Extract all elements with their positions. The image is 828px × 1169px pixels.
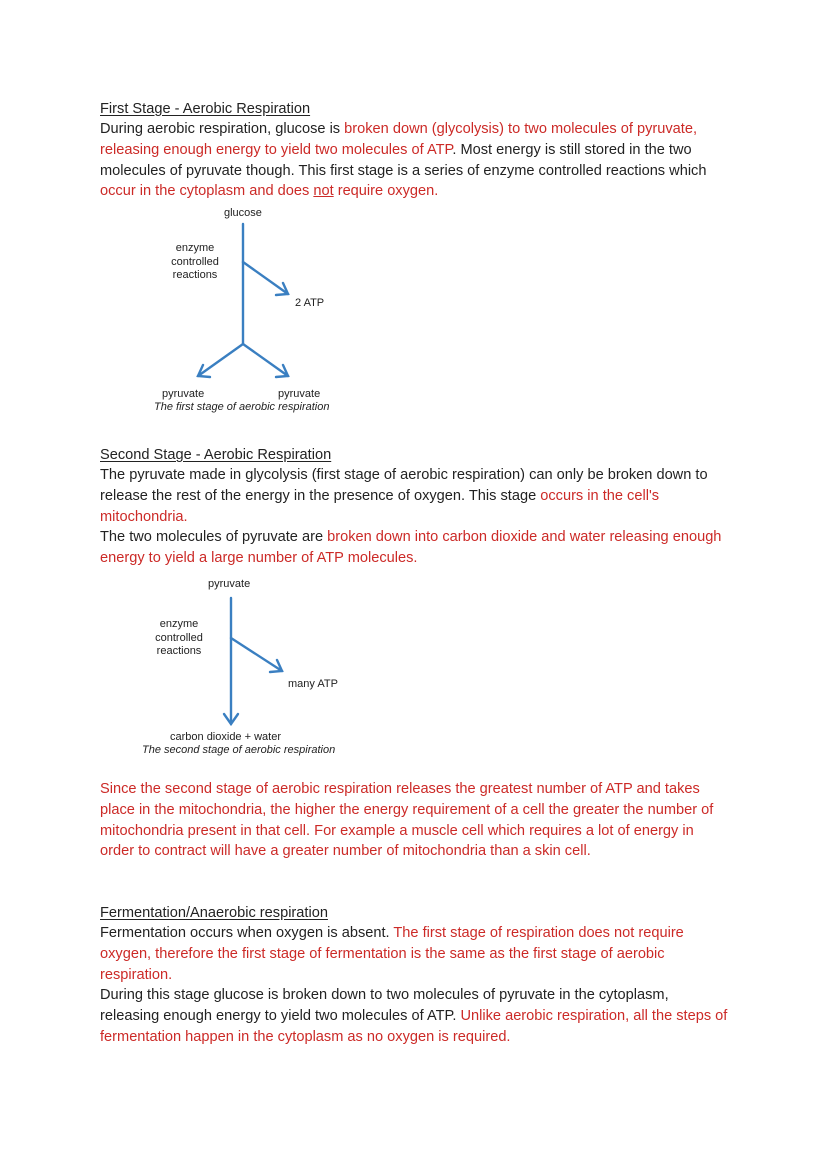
product-right-label: pyruvate	[278, 388, 321, 400]
diagram-caption: The first stage of aerobic respiration	[154, 401, 330, 413]
atp-label: many ATP	[288, 678, 338, 690]
section-heading: First Stage - Aerobic Respiration	[100, 101, 311, 117]
emphasized-word: not	[313, 183, 334, 200]
left-arrow-line	[198, 344, 243, 376]
section-heading: Fermentation/Anaerobic respiration	[100, 905, 328, 921]
diagram-side-label: enzyme controlled reactions	[155, 618, 203, 657]
atp-arrow-line	[231, 638, 282, 671]
highlighted-text: occurs in the cell's mitochondria.	[100, 487, 660, 525]
product-label: carbon dioxide + water	[170, 731, 281, 743]
paragraph: Fermentation occurs when oxygen is absent. The first stage of respiration does not require oxygen, therefore the first stage of fermentation is the same as the first stage of aerobic respiration.	[100, 925, 684, 983]
paragraph: During this stage glucose is broken down to two molecules of pyruvate in the cytoplasm, releasing enough energy to yield two molecules of ATP. Unlike aerobic respiration, all the steps of fermentation happen in the cytoplasm as no oxygen is required.	[100, 987, 728, 1045]
highlighted-text: Unlike aerobic respiration, all the steps of fermentation happen in the cytoplasm as no oxygen is required.	[100, 1008, 728, 1045]
paragraph: Since the second stage of aerobic respiration releases the greatest number of ATP and takes place in the mitochondria, the higher the energy requirement of a cell the greater the number of mitochondria present in that cell. For example a muscle cell which requires a lot of energy in order to contract will have a greater number of mitochondria than a skin cell.	[100, 781, 714, 860]
paragraph: The pyruvate made in glycolysis (first stage of aerobic respiration) can only be broken down to release the rest of the energy in the presence of oxygen. This stage occurs in the cell's mitochondria.	[100, 467, 708, 525]
atp-label: 2 ATP	[295, 297, 325, 309]
section-first-stage	[100, 99, 740, 202]
highlighted-text: The first stage of respiration does not require oxygen, therefore the first stage of fermentation is the same as the first stage of aerobic respiration.	[100, 925, 684, 983]
highlighted-text: occur in the cytoplasm and does	[100, 183, 314, 200]
highlighted-text: broken down (glycolysis) to two molecules of pyruvate, releasing enough energy to yield two molecules of ATP	[100, 121, 698, 158]
section-fermentation	[100, 903, 730, 1048]
diagram-top-label: pyruvate	[208, 578, 251, 590]
diagram-side-label: enzyme controlled reactions	[171, 242, 219, 281]
diagram-caption: The second stage of aerobic respiration	[142, 744, 336, 756]
diagram-second-stage	[138, 576, 378, 762]
highlighted-text: broken down into carbon dioxide and water releasing enough energy to yield a large number of ATP molecules.	[100, 529, 722, 567]
paragraph: The two molecules of pyruvate are broken down into carbon dioxide and water releasing enough energy to yield a large number of ATP molecules.	[100, 529, 722, 567]
atp-arrow-line	[243, 262, 288, 294]
right-arrow-line	[243, 344, 288, 376]
paragraph: During aerobic respiration, glucose is broken down (glycolysis) to two molecules of pyruvate, releasing enough energy to yield two molecules of ATP. Most energy is still stored in the two molecules of pyruvate though. This first stage is a series of enzyme controlled reactions which occur in the cytoplasm and does not require oxygen.	[100, 121, 707, 200]
section-mitochondria-note	[100, 779, 730, 862]
diagram-first-stage	[140, 204, 370, 420]
product-left-label: pyruvate	[162, 388, 205, 400]
section-heading: Second Stage - Aerobic Respiration	[100, 447, 332, 463]
diagram-top-label: glucose	[224, 207, 262, 219]
highlighted-text: require oxygen.	[333, 183, 439, 200]
section-second-stage	[100, 445, 730, 569]
